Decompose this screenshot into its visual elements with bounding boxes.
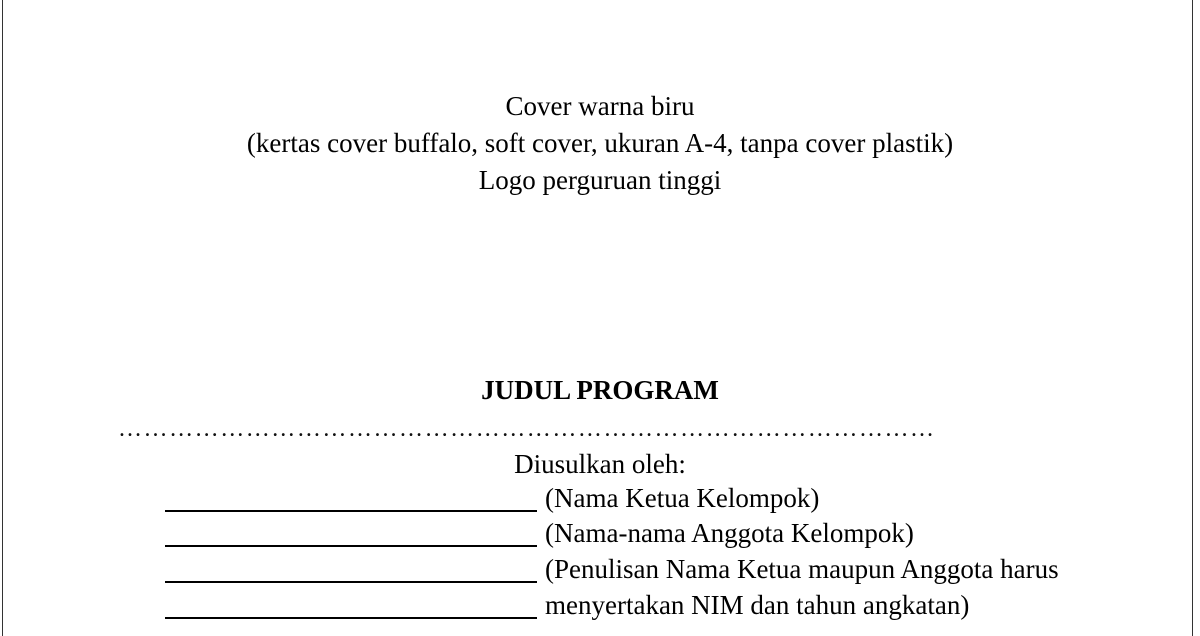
proposed-by-label: Diusulkan oleh:: [514, 449, 686, 479]
member-note: menyertakan NIM dan tahun angkatan): [545, 590, 970, 620]
logo-placeholder-text: Logo perguruan tinggi: [478, 165, 722, 195]
name-blank-line: [165, 581, 537, 583]
name-blank-line: [165, 617, 537, 619]
member-note: (Penulisan Nama Ketua maupun Anggota harus: [545, 554, 1059, 584]
program-title: JUDUL PROGRAM: [481, 375, 719, 405]
member-note: (Nama-nama Anggota Kelompok): [545, 518, 914, 548]
member-row-members: [165, 515, 1185, 551]
member-note: (Nama Ketua Kelompok): [545, 483, 820, 513]
member-row-note-1: [165, 551, 1185, 587]
cover-color-text: Cover warna biru: [505, 91, 695, 121]
cover-instructions: [0, 88, 1200, 199]
member-row-note-2: [165, 587, 1185, 623]
cover-spec-text: (kertas cover buffalo, soft cover, ukuran A-4, tanpa cover plastik): [246, 128, 954, 158]
name-blank-line: [165, 545, 537, 547]
member-row-leader: [165, 480, 1185, 516]
name-blank-line: [165, 510, 537, 512]
title-dotted-line: ……………………………………………………………………………………: [118, 416, 936, 442]
